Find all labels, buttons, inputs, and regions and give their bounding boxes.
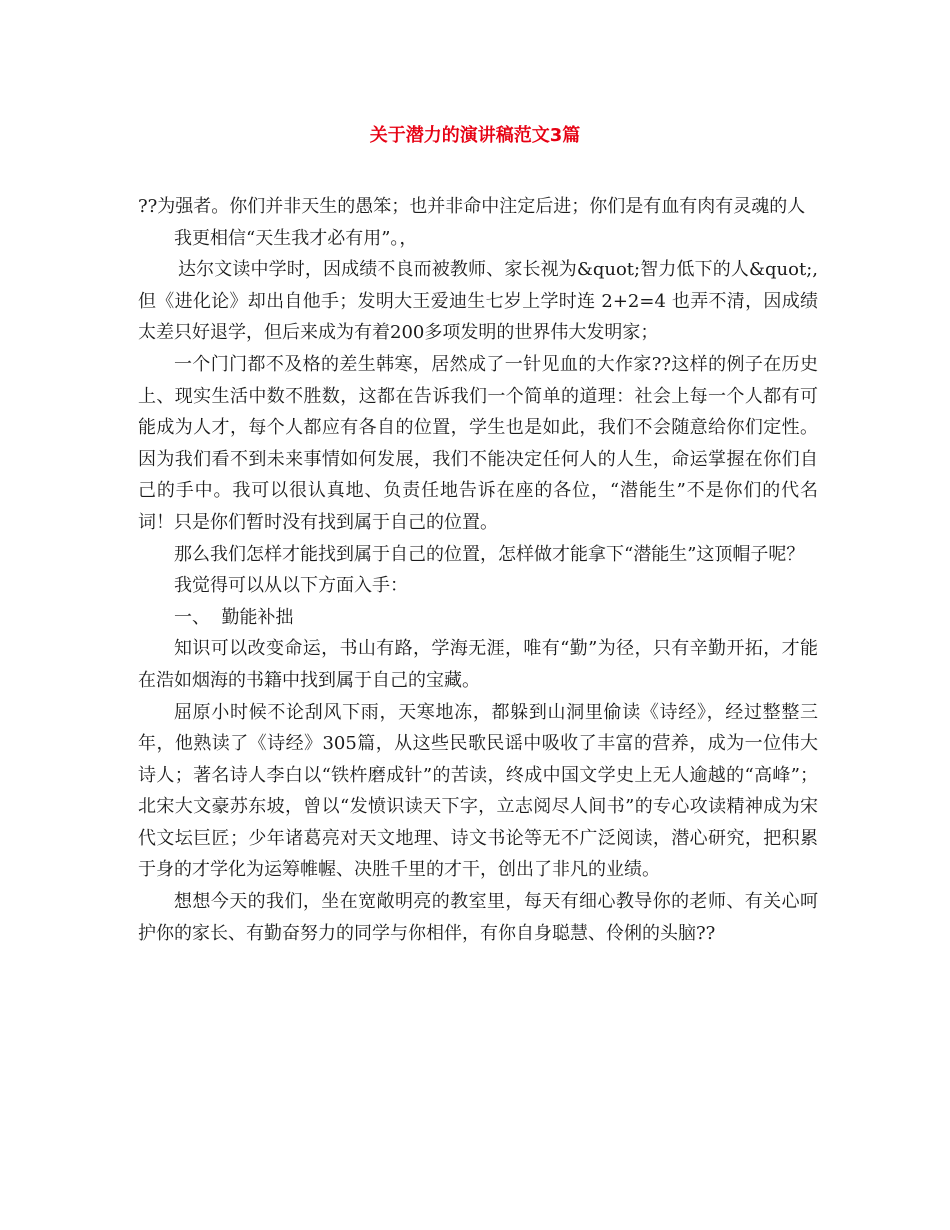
section-heading: 一、 勤能补拙 [174,606,294,628]
paragraph: 我更相信“天生我才必有用”。， [174,227,418,249]
paragraph: ??为强者。你们并非天生的愚笨；也并非命中注定后进；你们是有血有肉有灵魂的人 [138,196,806,217]
paragraph: 达尔文读中学时，因成绩不良而被教师、家长视为&quot;智力低下的人&quot;,但《进化论》却出自他手；发明大王爱迪生七岁上学时连 2+2=4 也弄不清，因成绩太差只好退学，但后来成为有着200多项发明的世界伟大发明家； [138,259,818,344]
document-title: 关于潜力的演讲稿范文3篇 [369,125,581,146]
paragraph: 屈原小时候不论刮风下雨，天寒地冻，都躲到山洞里偷读《诗经》，经过整整三年，他熟读了《诗经》305篇，从这些民歌民谣中吸收了丰富的营养，成为一位伟大诗人；著名诗人李白以“铁杵磨成针”的苦读，终成中国文学史上无人逾越的“高峰”；北宋大文豪苏东坡，曾以“发愤识读天下字，立志阅尽人间书”的专心攻读精神成为宋代文坛巨匠；少年诸葛亮对天文地理、诗文书论等无不广泛阅读，潜心研究，把积累于身的才学化为运筹帷幄、决胜千里的才干，创出了非凡的业绩。 [138,701,818,881]
paragraph: 一个门门都不及格的差生韩寒，居然成了一针见血的大作家??这样的例子在历史上、现实生活中数不胜数，这都在告诉我们一个简单的道理：社会上每一个人都有可能成为人才，每个人都应有各自的位置，学生也是如此，我们不会随意给你们定性。因为我们看不到未来事情如何发展，我们不能决定任何人的人生，命运掌握在你们自己的手中。我可以很认真地、负责任地告诉在座的各位，“潜能生”不是你们的代名词！只是你们暂时没有找到属于自己的位置。 [138,353,818,533]
paragraph: 我觉得可以从以下方面入手： [174,575,408,597]
paragraph: 知识可以改变命运，书山有路，学海无涯，唯有“勤”为径，只有辛勤开拓，才能在浩如烟海的书籍中找到属于自己的宝藏。 [138,638,818,691]
document-body [138,191,818,949]
paragraph: 想想今天的我们，坐在宽敞明亮的教室里，每天有细心教导你的老师、有关心呵护你的家长、有勤奋努力的同学与你相伴，有你自身聪慧、伶俐的头脑?? [138,891,818,944]
paragraph: 那么我们怎样才能找到属于自己的位置，怎样做才能拿下“潜能生”这顶帽子呢？ [174,543,805,565]
